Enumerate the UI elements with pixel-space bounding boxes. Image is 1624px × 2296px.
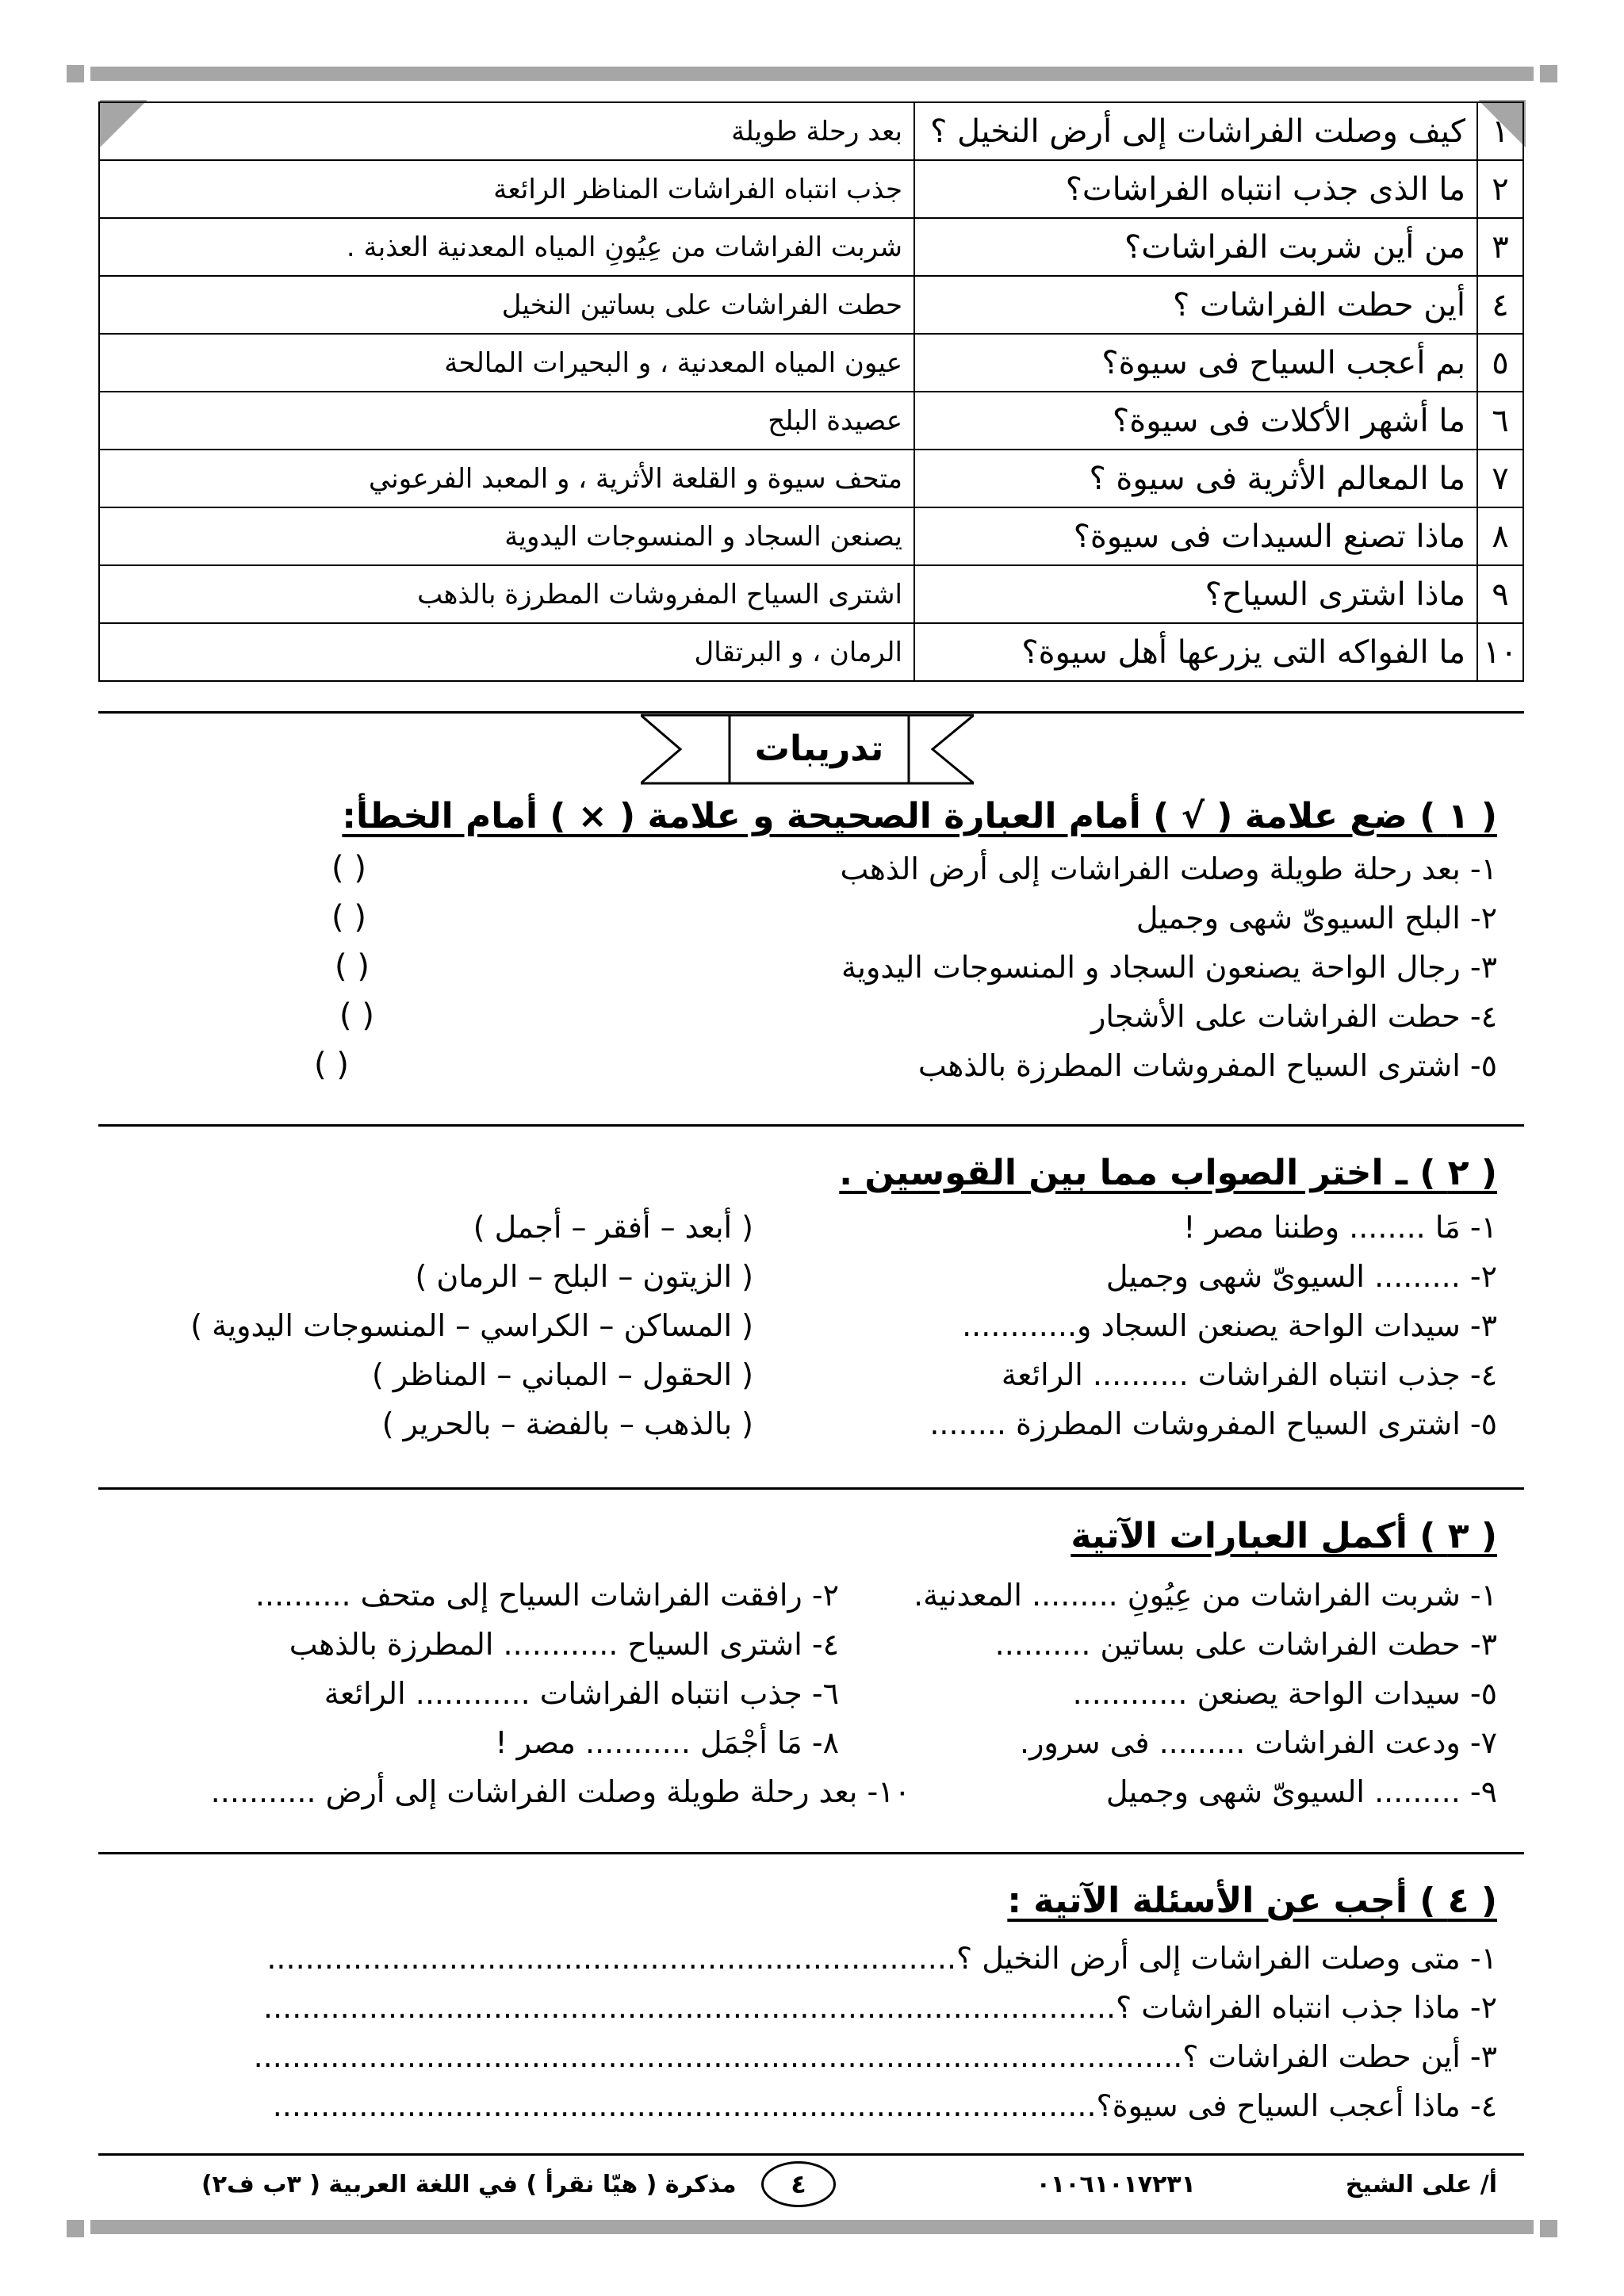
- frame-corner-bottom-left: [67, 2220, 84, 2237]
- table-row: [99, 565, 1523, 623]
- section1-item: ٤- حطت الفراشات على الأشجار: [1091, 999, 1497, 1034]
- section2-choices: ( الزيتون – البلح – الرمان ): [415, 1259, 753, 1294]
- row-number: ٧: [1477, 450, 1523, 507]
- row-question: ما أشهر الأكلات فى سيوة؟: [914, 392, 1477, 450]
- section2-choices: ( المساكن – الكراسي – المنسوجات اليدوية ): [190, 1308, 753, 1343]
- table-row: [99, 160, 1523, 218]
- row-answer: شربت الفراشات من عِيُونِ المياه المعدنية العذبة .: [99, 218, 914, 276]
- section1-heading: ( ١ ) ضع علامة ( √ ) أمام العبارة الصحيحة و علامة ( × ) أمام الخطأ:: [342, 796, 1497, 836]
- row-answer: عصيدة البلح: [99, 392, 914, 450]
- table-row: [99, 334, 1523, 392]
- table-row: [99, 102, 1523, 160]
- row-number: ٣: [1477, 218, 1523, 276]
- banner-title: تدريبات: [754, 728, 884, 769]
- section3-item: ١٠- بعد رحلة طويلة وصلت الفراشات إلى أرض ...........: [210, 1774, 910, 1809]
- table-row: [99, 507, 1523, 565]
- section2-choices: ( الحقول – المباني – المناظر ): [371, 1357, 753, 1392]
- section2-item: ٤- جذب انتباه الفراشات .......... الرائعة: [1001, 1357, 1497, 1392]
- section4-item: ٣- أين حطت الفراشات ؟.................................................................................................: [253, 2039, 1497, 2074]
- section2-item: ٢- ......... السيوىّ شهى وجميل: [1105, 1259, 1497, 1294]
- section-divider: [98, 1487, 1524, 1490]
- answer-brackets: ( ): [335, 948, 370, 985]
- row-number: ٥: [1477, 334, 1523, 392]
- row-question: كيف وصلت الفراشات إلى أرض النخيل ؟: [914, 102, 1477, 160]
- answer-brackets: ( ): [331, 899, 366, 936]
- table-row: [99, 392, 1523, 450]
- section2-choices: ( بالذهب – بالفضة – بالحرير ): [381, 1406, 753, 1441]
- row-answer: بعد رحلة طويلة: [99, 102, 914, 160]
- row-number: ٢: [1477, 160, 1523, 218]
- table-row: [99, 450, 1523, 507]
- footer-divider: [98, 2153, 1524, 2156]
- section1-item: ١- بعد رحلة طويلة وصلت الفراشات إلى أرض الذهب: [840, 851, 1497, 886]
- section3-item: ١- شربت الفراشات من عِيُونِ ......... المعدنية.: [914, 1578, 1497, 1613]
- section3-item: ٩- ......... السيوىّ شهى وجميل: [1105, 1774, 1497, 1809]
- row-question: من أين شربت الفراشات؟: [914, 218, 1477, 276]
- table-row: [99, 218, 1523, 276]
- qa-table: [98, 101, 1524, 682]
- answer-brackets: ( ): [339, 997, 374, 1034]
- row-number: ٨: [1477, 507, 1523, 565]
- section1-item: ٥- اشترى السياح المفروشات المطرزة بالذهب: [917, 1048, 1497, 1083]
- section3-item: ٤- اشترى السياح ............ المطرزة بالذهب: [289, 1627, 839, 1662]
- section-divider: [98, 1124, 1524, 1127]
- table-row: [99, 276, 1523, 334]
- section-divider: [98, 1852, 1524, 1854]
- section4-item: ٢- ماذا جذب انتباه الفراشات ؟.........................................................................................: [263, 1990, 1497, 2025]
- row-question: أين حطت الفراشات ؟: [914, 276, 1477, 334]
- row-question: ماذا تصنع السيدات فى سيوة؟: [914, 507, 1477, 565]
- answer-brackets: ( ): [331, 850, 366, 886]
- section4-item: ١- متى وصلت الفراشات إلى أرض النخيل ؟........................................................................: [266, 1941, 1497, 1976]
- row-answer: اشترى السياح المفروشات المطرزة بالذهب: [99, 565, 914, 623]
- row-question: ما الذى جذب انتباه الفراشات؟: [914, 160, 1477, 218]
- footer-teacher: أ/ على الشيخ: [1345, 2171, 1497, 2198]
- page-number: ٤: [761, 2161, 836, 2207]
- footer-phone: ٠١٠٦١٠١٧٢٣١: [1036, 2171, 1196, 2198]
- row-question: ما المعالم الأثرية فى سيوة ؟: [914, 450, 1477, 507]
- section3-item: ٥- سيدات الواحة يصنعن ............: [1072, 1676, 1497, 1711]
- section1-item: ٢- البلح السيوىّ شهى وجميل: [1136, 901, 1497, 936]
- frame-top-bar: [90, 67, 1534, 81]
- footer-title: مذكرة ( هيّا نقرأ ) في اللغة العربية ( ٣ب ف٢): [201, 2171, 737, 2198]
- section3-heading: ( ٣ ) أكمل العبارات الآتية: [1071, 1516, 1497, 1556]
- section2-item: ٣- سيدات الواحة يصنعن السجاد و............: [962, 1308, 1497, 1343]
- section4-item: ٤- ماذا أعجب السياح فى سيوة؟......................................................................................: [272, 2088, 1497, 2123]
- row-number: ١٠: [1477, 623, 1523, 681]
- row-answer: متحف سيوة و القلعة الأثرية ، و المعبد الفرعوني: [99, 450, 914, 507]
- frame-corner-top-left: [67, 65, 84, 82]
- row-answer: جذب انتباه الفراشات المناظر الرائعة: [99, 160, 914, 218]
- section3-item: ٧- ودعت الفراشات ......... فى سرور.: [1020, 1725, 1497, 1760]
- section3-item: ٣- حطت الفراشات على بساتين ..........: [994, 1627, 1497, 1662]
- row-answer: يصنعن السجاد و المنسوجات اليدوية: [99, 507, 914, 565]
- section4-heading: ( ٤ ) أجب عن الأسئلة الآتية :: [1007, 1881, 1497, 1921]
- row-answer: الرمان ، و البرتقال: [99, 623, 914, 681]
- section2-choices: ( أبعد – أفقر – أجمل ): [473, 1210, 753, 1245]
- row-number: ٤: [1477, 276, 1523, 334]
- section2-item: ٥- اشترى السياح المفروشات المطرزة ........: [929, 1406, 1497, 1441]
- answer-brackets: ( ): [314, 1047, 349, 1083]
- section3-item: ٢- رافقت الفراشات السياح إلى متحف ..........: [255, 1578, 839, 1613]
- section2-item: ١- مَا ........ وطننا مصر !: [1183, 1210, 1497, 1245]
- table-row: [99, 623, 1523, 681]
- row-question: بم أعجب السياح فى سيوة؟: [914, 334, 1477, 392]
- section3-item: ٨- مَا أجْمَل ........... مصر !: [495, 1725, 839, 1760]
- frame-bottom-bar: [90, 2220, 1534, 2234]
- section3-item: ٦- جذب انتباه الفراشات ............ الرائعة: [324, 1676, 839, 1711]
- row-answer: حطت الفراشات على بساتين النخيل: [99, 276, 914, 334]
- row-question: ما الفواكه التى يزرعها أهل سيوة؟: [914, 623, 1477, 681]
- section2-heading: ( ٢ ) ـ اختر الصواب مما بين القوسين .: [839, 1153, 1497, 1193]
- row-question: ماذا اشترى السياح؟: [914, 565, 1477, 623]
- frame-corner-bottom-right: [1540, 2220, 1557, 2237]
- row-number: ٩: [1477, 565, 1523, 623]
- row-answer: عيون المياه المعدنية ، و البحيرات المالحة: [99, 334, 914, 392]
- section1-item: ٣- رجال الواحة يصنعون السجاد و المنسوجات اليدوية: [841, 950, 1497, 985]
- row-number: ٦: [1477, 392, 1523, 450]
- row-number: ١: [1477, 102, 1523, 160]
- frame-corner-top-right: [1540, 65, 1557, 82]
